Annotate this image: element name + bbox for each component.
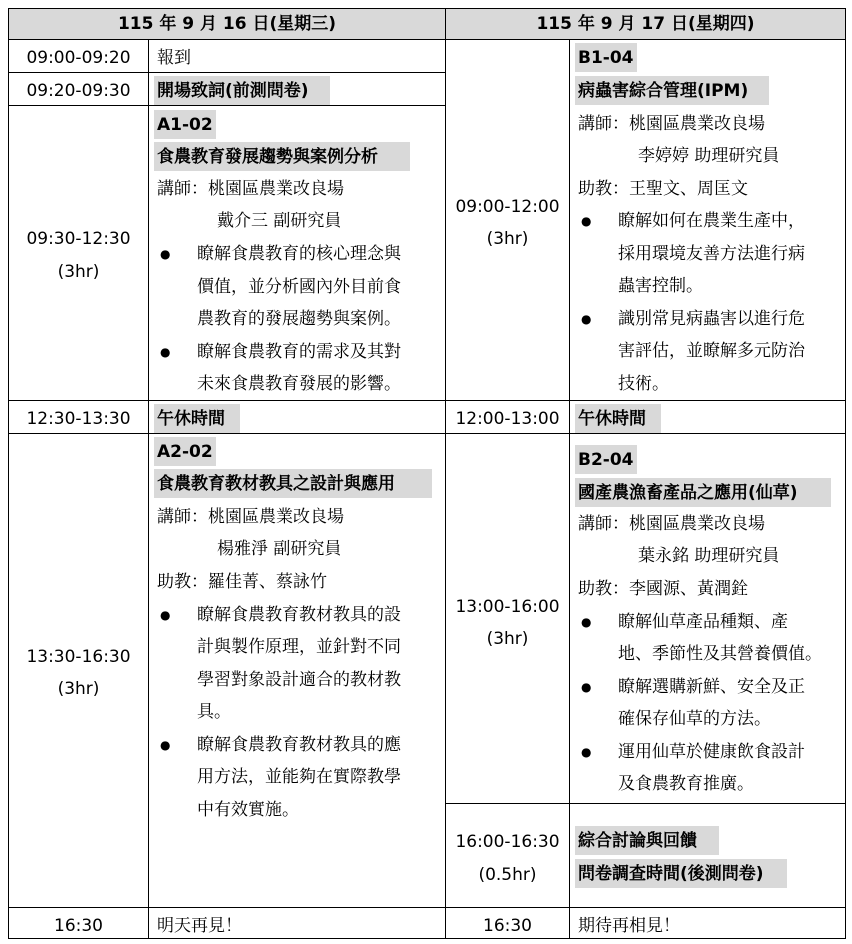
d2-r4-duration: (0.5hr): [478, 865, 537, 885]
d2-r1-lecturer-name: 李婷婷 助理研究員: [638, 146, 780, 166]
d2-r3-code: B2-04: [578, 450, 634, 470]
d2-r1-b2-l3: 技術。: [618, 374, 669, 394]
d2-r1-assistant: 助教：王聖文、周匡文: [578, 179, 748, 199]
row-line: [8, 433, 846, 434]
d2-r3-title: 國產農漁畜產品之應用(仙草): [578, 483, 798, 503]
d1-r5-assistant: 助教：羅佳菁、蔡詠竹: [157, 572, 327, 592]
d1-r5-b1-l2: 計與製作原理，並針對不同: [197, 637, 401, 657]
d2-r3-b1-l2: 地、季節性及其營養價值。: [618, 644, 822, 664]
d2-r1-lecturer: 講師：桃園區農業改良場: [578, 114, 765, 134]
d1-r4-content: 午休時間: [157, 409, 225, 429]
d2-r1-code: B1-04: [578, 48, 634, 68]
d1-r1-time: 09:00-09:20: [26, 48, 131, 68]
row-line: [8, 400, 846, 401]
d1-r3-title: 食農教育發展趨勢與案例分析: [157, 147, 378, 167]
border-left: [8, 8, 9, 939]
d2-r1-b2-l2: 害評估，並瞭解多元防治: [618, 341, 805, 361]
bullet-icon: ●: [160, 608, 171, 622]
d1-r3-b1-l1: 瞭解食農教育的核心理念與: [197, 244, 401, 264]
d1-r3-lecturer-name: 戴介三 副研究員: [217, 211, 342, 231]
bullet-icon: ●: [581, 745, 592, 759]
d2-r1-b1-l3: 蟲害控制。: [618, 276, 703, 296]
d2-r3-b2-l1: 瞭解選購新鮮、安全及正: [618, 677, 805, 697]
d1-r3-time: 09:30-12:30: [26, 229, 131, 249]
day2-header: 115 年 9 月 17 日(星期四): [536, 14, 755, 34]
d1-r2-time: 09:20-09:30: [26, 81, 131, 101]
d2-r4-line2: 問卷調查時間(後測問卷): [578, 864, 764, 884]
d2-r3-time: 13:00-16:00: [455, 597, 560, 617]
d1-r4-time: 12:30-13:30: [26, 409, 131, 429]
d2-r3-b1-l1: 瞭解仙草產品種類、產: [618, 612, 788, 632]
d2-r1-b1-l2: 採用環境友善方法進行病: [618, 244, 805, 264]
d1-r5-b2-l1: 瞭解食農教育教材教具的應: [197, 735, 401, 755]
day1-header: 115 年 9 月 16 日(星期三): [117, 14, 337, 34]
d1-r5-b1-l3: 學習對象設計適合的教材教: [197, 670, 401, 690]
d1-r5-b2-l2: 用方法，並能夠在實際教學: [197, 767, 401, 787]
border-top: [8, 8, 846, 9]
d1-r3-b2-l1: 瞭解食農教育的需求及其對: [197, 342, 401, 362]
d2-r1-duration: (3hr): [486, 229, 529, 249]
d1-r5-lecturer-name: 楊雅淨 副研究員: [217, 539, 342, 559]
d1-r6-content: 明天再見！: [157, 916, 242, 936]
d2-r2-time: 12:00-13:00: [455, 409, 560, 429]
d2-r3-b3-l2: 及食農教育推廣。: [618, 774, 754, 794]
d1-r3-lecturer: 講師：桃園區農業改良場: [157, 179, 344, 199]
d2-r5-content: 期待再相見！: [578, 916, 680, 936]
d2-r2-content: 午休時間: [578, 409, 646, 429]
d1-r5-time: 13:30-16:30: [26, 647, 131, 667]
bullet-icon: ●: [581, 214, 592, 228]
d1-r5-lecturer: 講師：桃園區農業改良場: [157, 507, 344, 527]
d1-r5-b1-l1: 瞭解食農教育教材教具的設: [197, 605, 401, 625]
d1-r2-content: 開場致詞(前測問卷): [157, 81, 309, 101]
d2-r3-b3-l1: 運用仙草於健康飲食設計: [618, 742, 805, 762]
d2-r3-assistant: 助教：李國源、黃潤銓: [578, 579, 748, 599]
d2-r1-time: 09:00-12:00: [455, 197, 560, 217]
divider-day1-time: [148, 39, 149, 939]
header-bottom-line: [8, 39, 846, 40]
bullet-icon: ●: [160, 738, 171, 752]
bullet-icon: ●: [581, 615, 592, 629]
d2-r3-duration: (3hr): [486, 629, 529, 649]
d1-r3-b2-l2: 未來食農教育發展的影響。: [197, 374, 401, 394]
d1-r1-content: 報到: [157, 48, 191, 68]
bullet-icon: ●: [160, 345, 171, 359]
d2-r1-title: 病蟲害綜合管理(IPM): [578, 81, 749, 101]
row-line: [8, 907, 846, 908]
d2-r3-lecturer-name: 葉永銘 助理研究員: [638, 546, 780, 566]
bullet-icon: ●: [581, 680, 592, 694]
d1-r5-b2-l3: 中有效實施。: [197, 800, 299, 820]
d1-r3-b1-l2: 價值，並分析國內外目前食: [197, 277, 401, 297]
border-bottom: [8, 938, 846, 939]
d1-r6-time: 16:30: [54, 916, 103, 936]
d2-r3-b2-l2: 確保存仙草的方法。: [618, 709, 771, 729]
row-line: [8, 72, 446, 73]
divider-day2-time: [569, 39, 570, 939]
d2-r1-b2-l1: 識別常見病蟲害以進行危: [618, 309, 805, 329]
d1-r3-b1-l3: 農教育的發展趨勢與案例。: [197, 309, 401, 329]
d1-r5-b1-l4: 具。: [197, 702, 231, 722]
d2-r1-b1-l1: 瞭解如何在農業生產中，: [618, 211, 805, 231]
bullet-icon: ●: [581, 312, 592, 326]
bullet-icon: ●: [160, 247, 171, 261]
d1-r3-code: A1-02: [157, 115, 213, 135]
d2-r4-time: 16:00-16:30: [455, 832, 560, 852]
border-right: [845, 8, 846, 939]
row-line: [446, 803, 846, 804]
d1-r3-duration: (3hr): [57, 262, 100, 282]
d2-r5-time: 16:30: [483, 916, 532, 936]
d2-r4-line1: 綜合討論與回饋: [578, 831, 697, 851]
divider-days: [445, 8, 446, 939]
d1-r5-duration: (3hr): [57, 679, 100, 699]
d2-r3-lecturer: 講師：桃園區農業改良場: [578, 514, 765, 534]
d1-r5-title: 食農教育教材教具之設計與應用: [157, 474, 395, 494]
row-line: [8, 105, 446, 106]
d1-r5-code: A2-02: [157, 442, 213, 462]
